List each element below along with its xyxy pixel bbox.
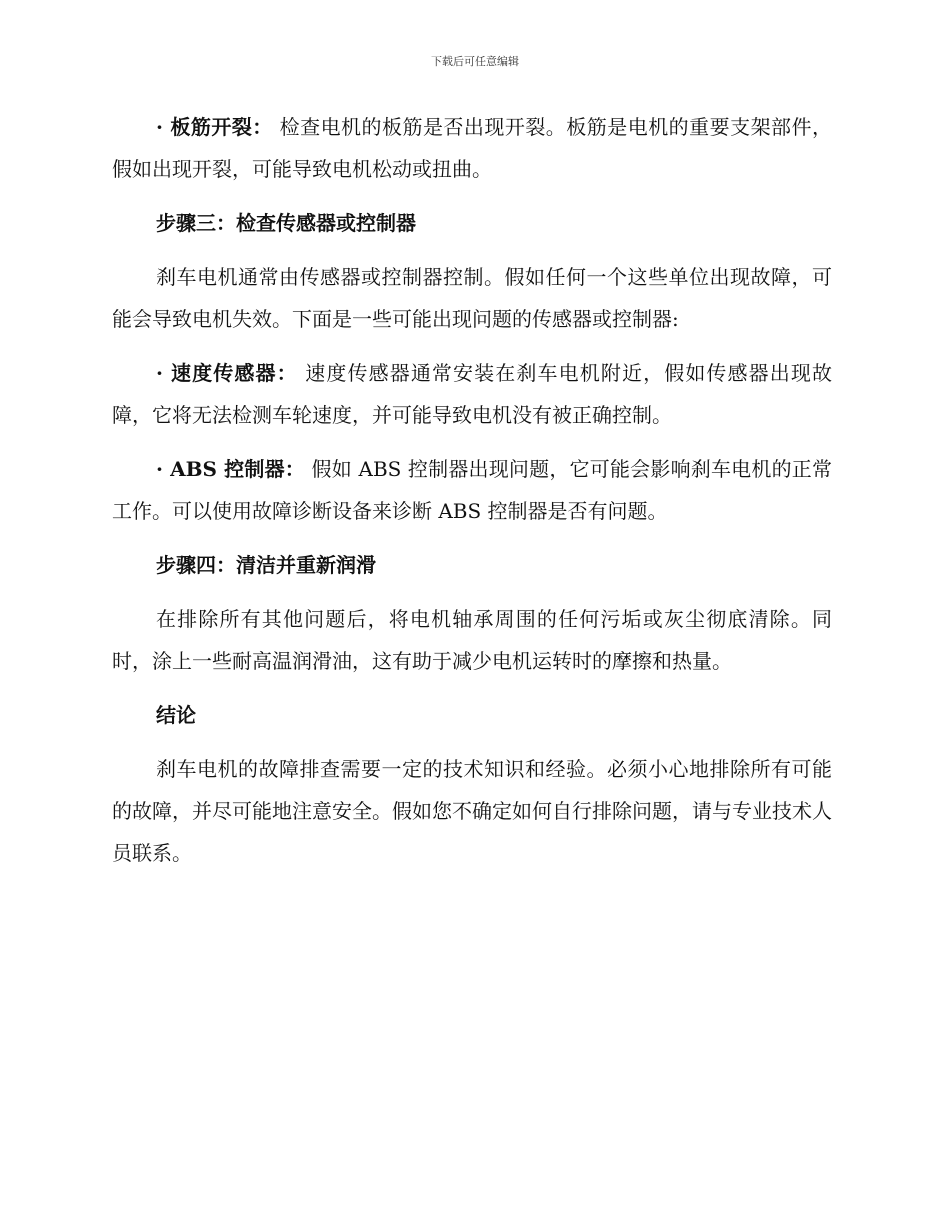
bullet-board-crack [112,106,832,190]
paragraph-conclusion: 刹车电机的故障排查需要一定的技术知识和经验。必须小心地排除所有可能的故障，并尽可能地注意安全。假如您不确定如何自行排除问题，请与专业技术人员联系。 [112,757,832,865]
header-note: 下载后可任意编辑 [431,55,519,68]
paragraph-cleaning: 在排除所有其他问题后，将电机轴承周围的任何污垢或灰尘彻底清除。同时，涂上一些耐高温润滑油，这有助于减少电机运转时的摩擦和热量。 [112,607,832,673]
bullet-lead: · ABS 控制器： [156,457,305,481]
heading-step-four: 步骤四：清洁并重新润滑 [156,553,376,577]
heading-step-three: 步骤三：检查传感器或控制器 [156,211,416,235]
bullet-lead: · 速度传感器： [156,361,298,385]
paragraph-sensors-intro: 刹车电机通常由传感器或控制器控制。假如任何一个这些单位出现故障，可能会导致电机失效。下面是一些可能出现问题的传感器或控制器: [112,265,832,331]
bullet-text: 假如 ABS 控制器出现问题，它可能会影响刹车电机的正常工作。可以使用故障诊断设备来诊断 ABS 控制器是否有问题。 [112,457,832,523]
bullet-speed-sensor [112,352,832,436]
bullet-abs-controller [112,448,832,532]
document-body [112,106,832,886]
bullet-lead: · 板筋开裂： [156,115,273,139]
heading-conclusion: 结论 [156,703,196,727]
bullet-text: 速度传感器通常安装在刹车电机附近，假如传感器出现故障，它将无法检测车轮速度，并可能导致电机没有被正确控制。 [112,361,833,427]
bullet-text: 检查电机的板筋是否出现开裂。板筋是电机的重要支架部件，假如出现开裂，可能导致电机松动或扭曲。 [112,115,832,181]
